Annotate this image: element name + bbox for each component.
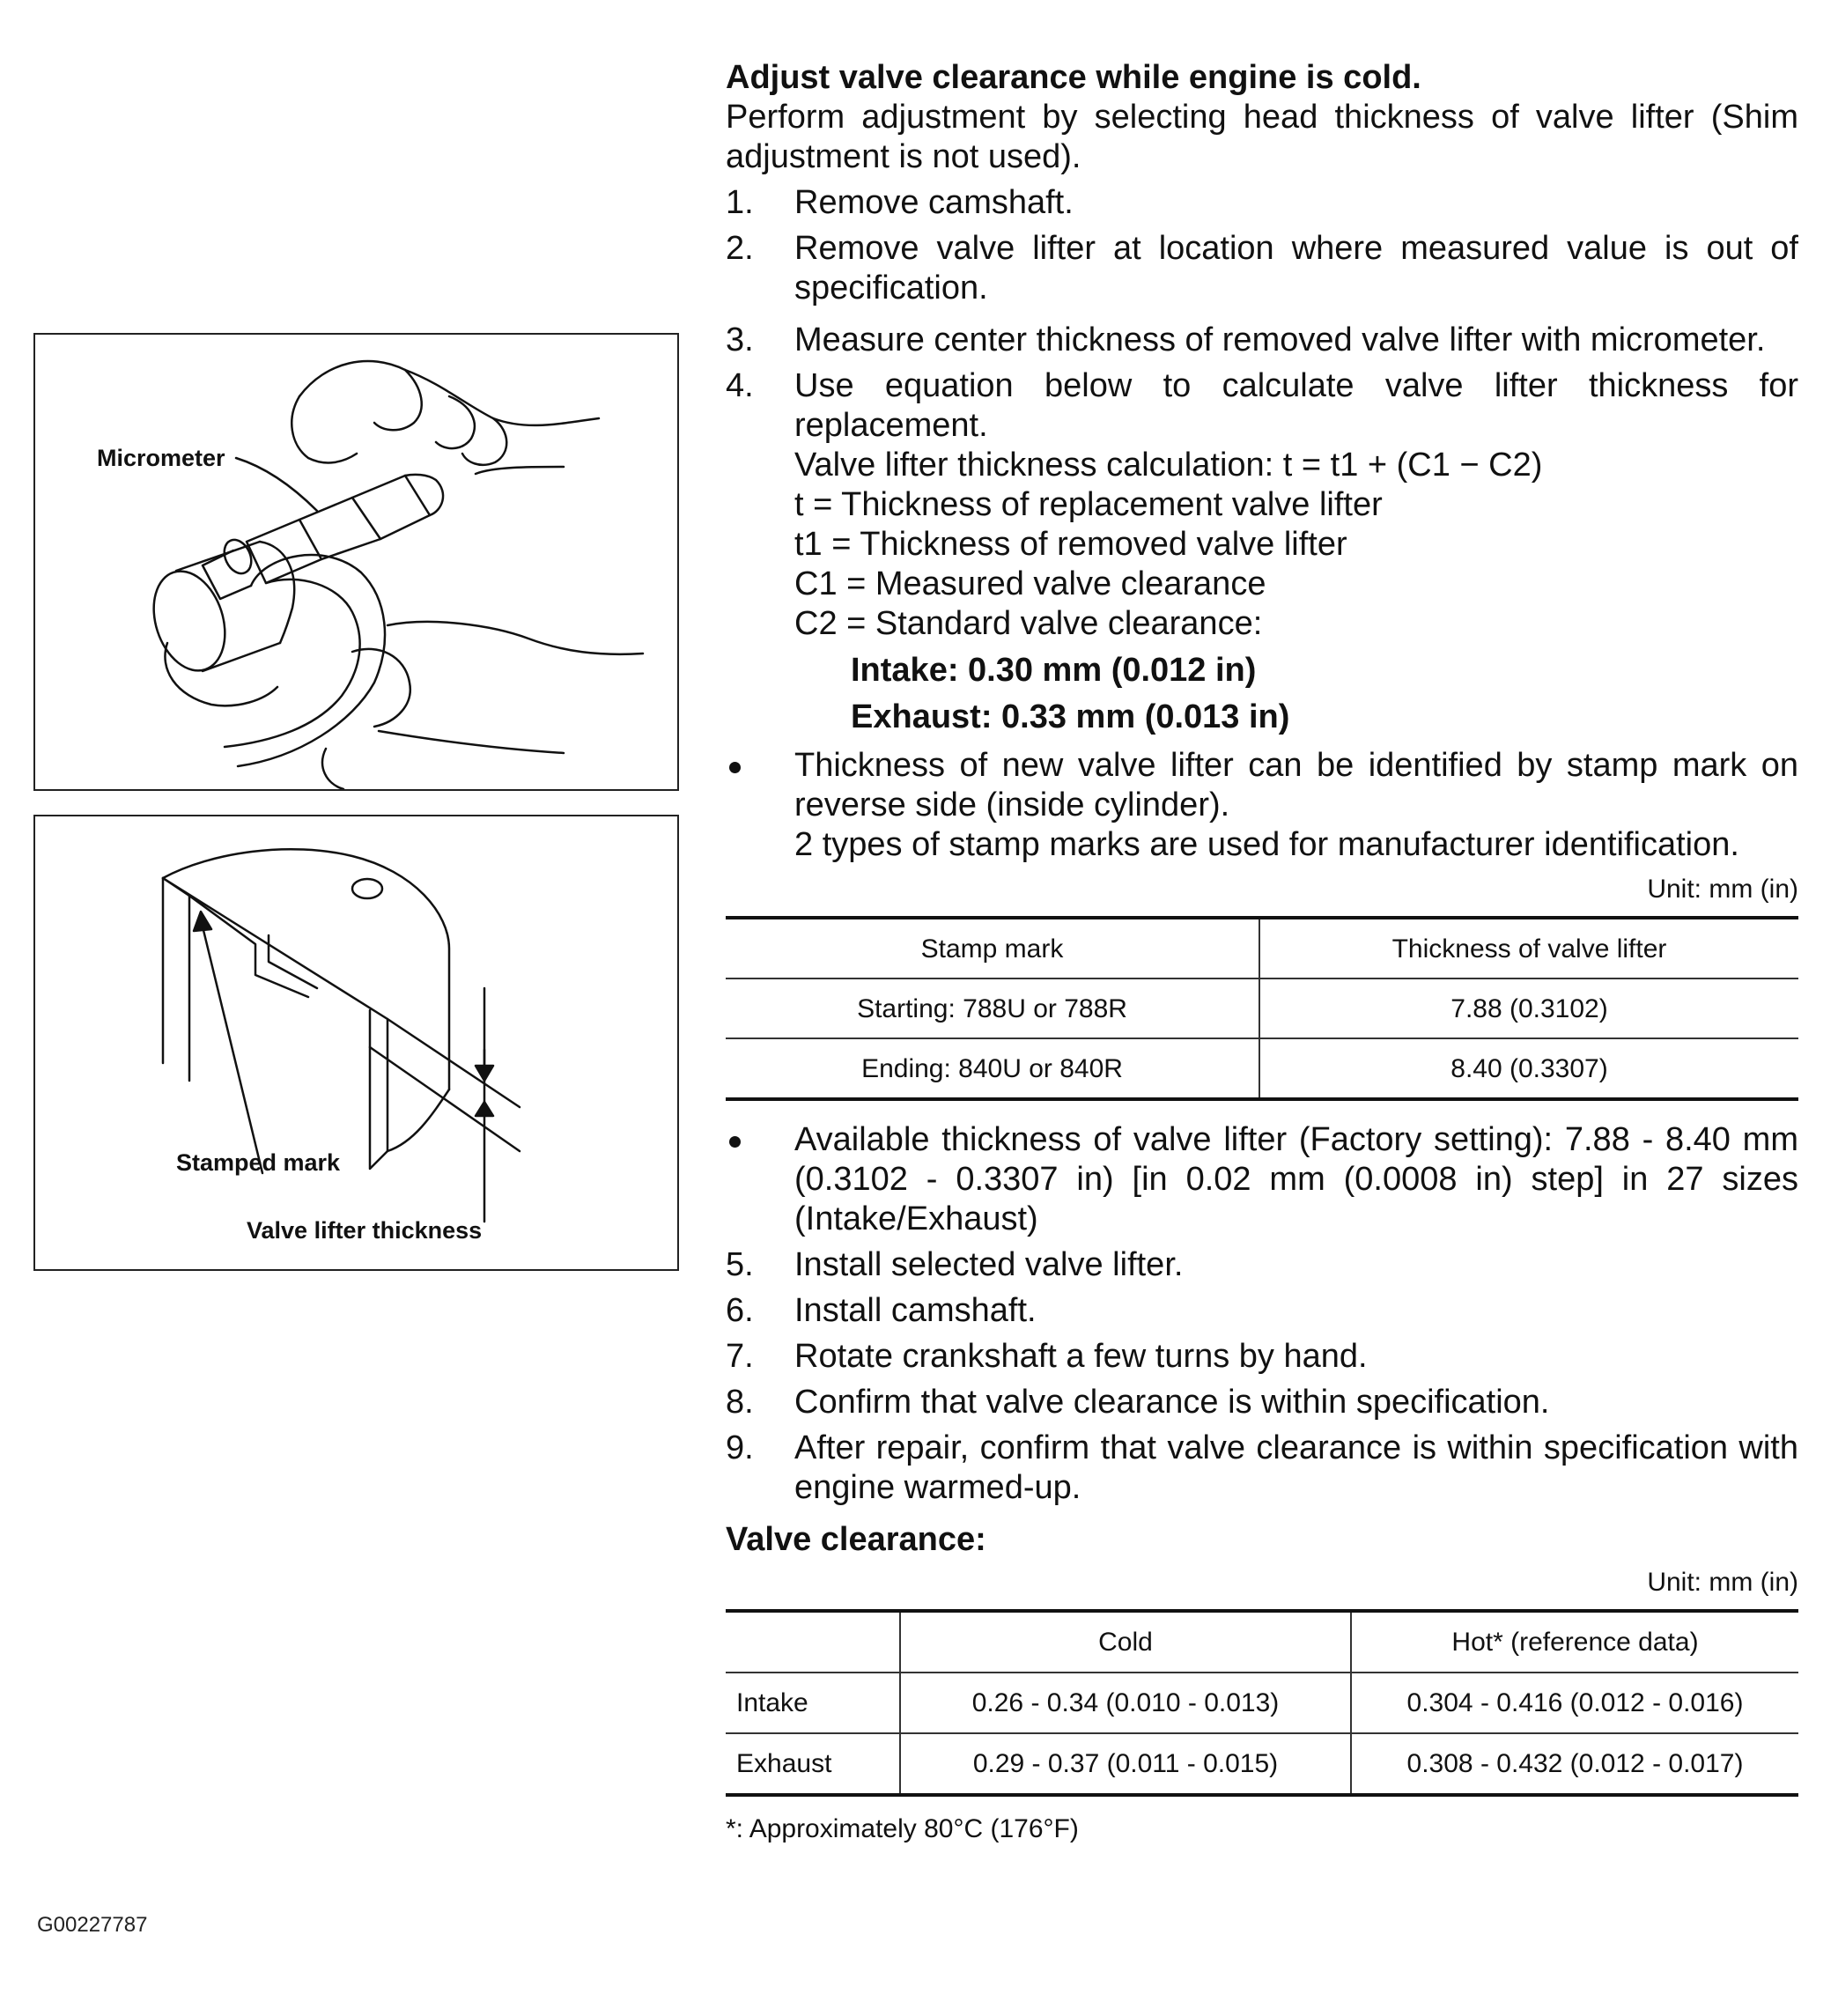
equation-t1: t1 = Thickness of removed valve lifter [794,526,1347,563]
table-row [726,1038,1798,1099]
table-cell: Starting: 788U or 788R [726,978,1259,1038]
step-text: Remove valve lifter at location where measured value is out of specification. [794,230,1798,306]
table-header-cell [726,1611,900,1673]
step-1 [726,183,1798,223]
micrometer-figure [33,333,679,791]
step-number: 1. [726,184,754,221]
step-number: 6. [726,1292,754,1329]
equation-c1: C1 = Measured valve clearance [794,565,1266,602]
valve-clearance-table [726,1609,1798,1797]
step-number: 9. [726,1429,754,1466]
micrometer-label: Micrometer [97,445,225,471]
bullet-text-2: 2 types of stamp marks are used for manufacturer identification. [794,826,1739,863]
table-row [726,978,1798,1038]
table-header-row [726,1611,1798,1673]
step-3 [726,321,1798,360]
table-cell: 7.88 (0.3102) [1259,978,1798,1038]
table-header-cell: Thickness of valve lifter [1259,918,1798,978]
step-text: Install camshaft. [794,1292,1037,1329]
step-text: After repair, confirm that valve clearance is within specification with engine warmed-up. [794,1429,1798,1506]
section-heading: Adjust valve clearance while engine is cold. [726,59,1421,96]
intake-spec: Intake: 0.30 mm (0.012 in) [851,652,1257,689]
step-number: 4. [726,367,754,404]
step-4 [726,366,1798,737]
table-row [726,1733,1798,1795]
step-text: Confirm that valve clearance is within specification. [794,1384,1550,1421]
step-8 [726,1383,1798,1422]
table-header-row [726,918,1798,978]
table-row [726,1673,1798,1733]
equation-formula: Valve lifter thickness calculation: t = t1 + (C1 − C2) [794,447,1543,484]
step-text: Install selected valve lifter. [794,1246,1184,1283]
step-5 [726,1245,1798,1285]
step-7 [726,1337,1798,1377]
document-id: G00227787 [37,1913,148,1937]
table-cell: Ending: 840U or 840R [726,1038,1259,1099]
stamp-mark-table [726,916,1798,1101]
valve-clearance-heading: Valve clearance: [726,1521,986,1558]
equation-t: t = Thickness of replacement valve lifter [794,486,1383,523]
table-cell: Exhaust [726,1733,900,1795]
procedure-text [726,58,1798,1849]
exhaust-spec: Exhaust: 0.33 mm (0.013 in) [851,698,1290,735]
bullet-available-thickness [726,1120,1798,1239]
step-number: 8. [726,1384,754,1421]
table-header-cell: Cold [900,1611,1351,1673]
step-9 [726,1429,1798,1508]
stamped-mark-label: Stamped mark [176,1149,341,1176]
table-header-cell: Stamp mark [726,918,1259,978]
bullet-icon [726,1120,794,1239]
step-6 [726,1291,1798,1331]
table-cell: Intake [726,1673,900,1733]
table-cell: 0.304 - 0.416 (0.012 - 0.016) [1351,1673,1798,1733]
step-text: Rotate crankshaft a few turns by hand. [794,1338,1368,1375]
step-number: 3. [726,321,754,358]
footnote: *: Approximately 80°C (176°F) [726,1814,1079,1843]
bullet-stamp-mark [726,746,1798,865]
stamp-table-unit: Unit: mm (in) [1647,875,1798,904]
step-content [794,366,1798,737]
step-text: Use equation below to calculate valve lifter thickness for replacement. [794,367,1798,444]
table-cell: 0.26 - 0.34 (0.010 - 0.013) [900,1673,1351,1733]
table-cell: 0.308 - 0.432 (0.012 - 0.017) [1406,1749,1744,1778]
step-number: 7. [726,1338,754,1375]
bullet-text: Available thickness of valve lifter (Factory setting): 7.88 - 8.40 mm (0.3102 - 0.3307 in) [in 0.02 mm (0.0008 in) step] in 27 sizes (Intake/Exhaust) [794,1121,1798,1237]
step-text: Remove camshaft. [794,184,1074,221]
step-2 [726,229,1798,308]
table-header-cell: Hot* (reference data) [1351,1611,1798,1673]
valve-lifter-illustration [35,816,677,1269]
step-number: 5. [726,1246,754,1283]
bullet-content [794,746,1798,865]
equation-c2: C2 = Standard valve clearance: [794,605,1263,642]
table-cell: 0.29 - 0.37 (0.011 - 0.015) [900,1733,1351,1795]
bullet-text: Thickness of new valve lifter can be identified by stamp mark on reverse side (inside cylinder). [794,747,1798,823]
valve-lifter-thickness-label: Valve lifter thickness [247,1217,483,1244]
valve-lifter-figure [33,815,679,1271]
step-number: 2. [726,230,754,267]
step-text: Measure center thickness of removed valve lifter with micrometer. [794,321,1766,358]
intro-text: Perform adjustment by selecting head thickness of valve lifter (Shim adjustment is not used). [726,99,1798,175]
table-cell: 8.40 (0.3307) [1450,1053,1608,1083]
micrometer-illustration [35,335,677,789]
bullet-icon [726,746,794,865]
clearance-table-unit: Unit: mm (in) [1647,1568,1798,1597]
